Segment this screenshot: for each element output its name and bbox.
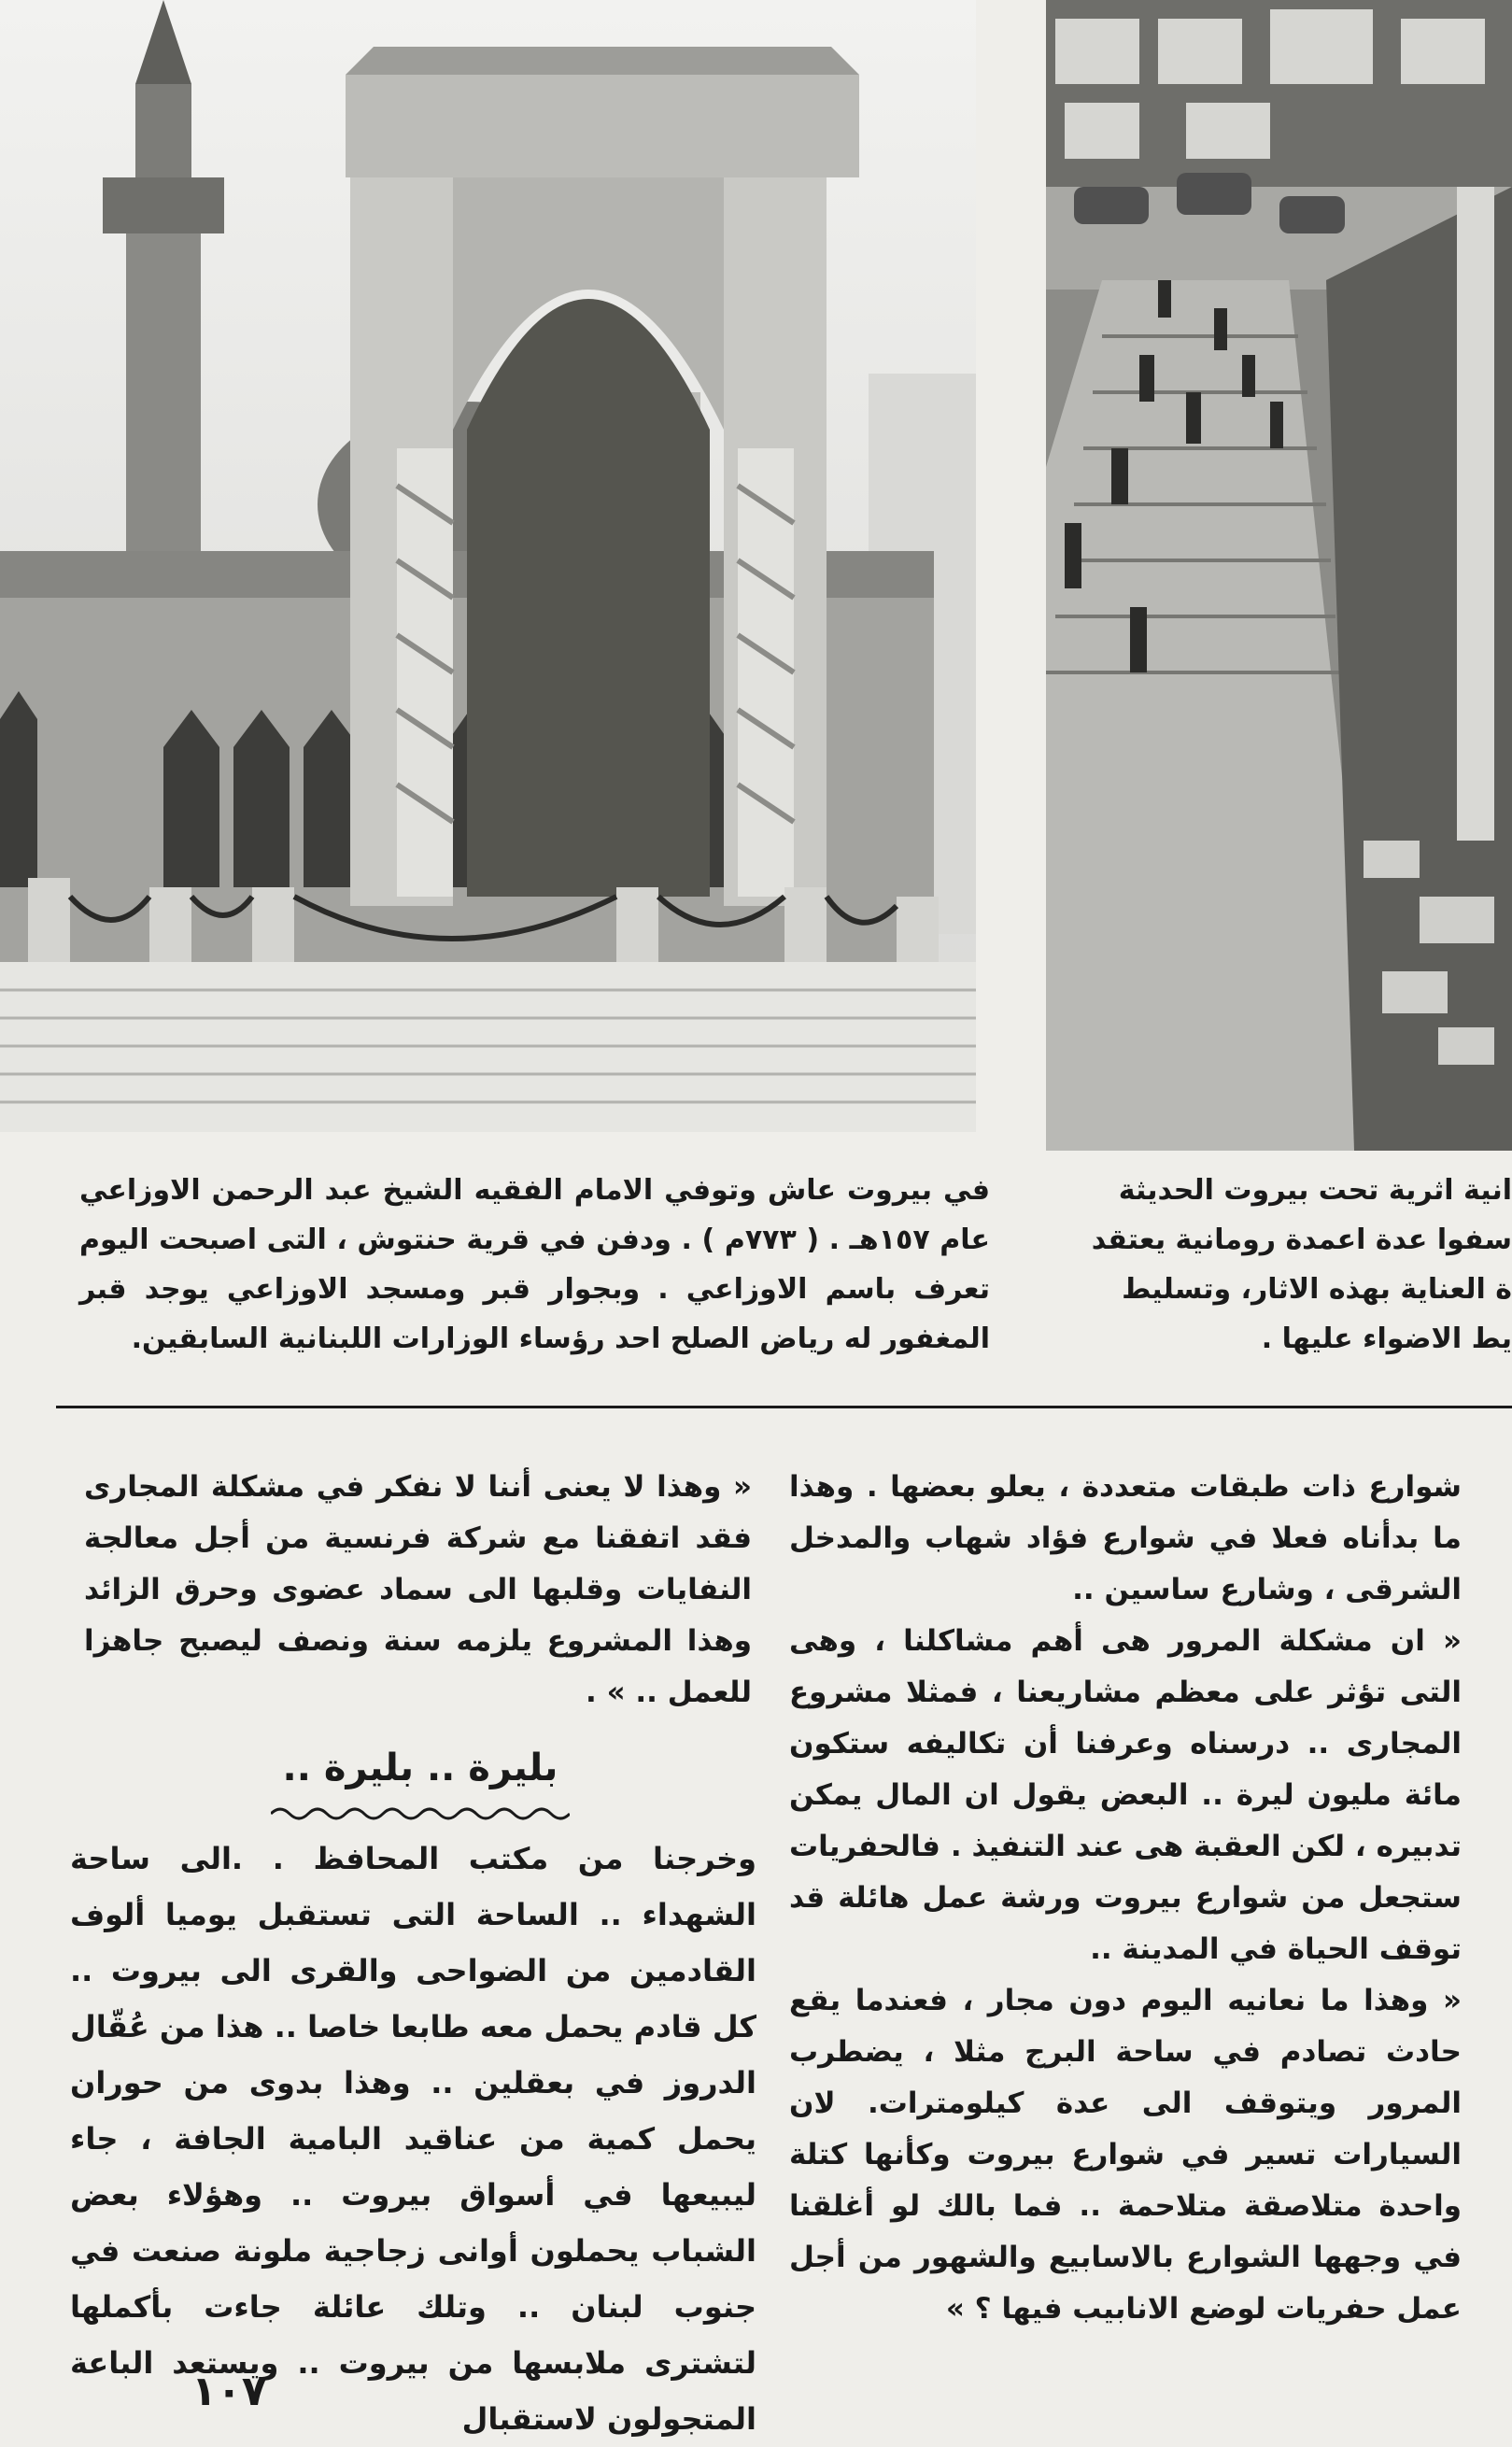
stairs-caption-line: ة العناية بهذه الاثار، وتسليط (1122, 1273, 1512, 1306)
stairs-photo-image (1046, 0, 1512, 1151)
article-paragraph: شوارع ذات طبقات متعددة ، يعلو بعضها . وهذا ما بدأناه فعلا في شوارع فؤاد شهاب والمدخل الشرقى ، وشارع ساسين .. (789, 1470, 1462, 1606)
stairs-caption-line: سفوا عدة اعمدة رومانية يعتقد (1091, 1224, 1512, 1256)
mosque-photo-image (0, 0, 976, 1132)
article-paragraph: « وهذا لا يعنى أننا لا نفكر في مشكلة المجارى فقد اتفقنا مع شركة فرنسية من أجل معالجة النفايات وقلبها الى سماد عضوى وحرق الزائد وهذا المشروع يلزمه سنة ونصف ليصبح جاهزا للعمل .. » . (84, 1470, 752, 1709)
mosque-photo-caption: في بيروت عاش وتوفي الامام الفقيه الشيخ عبد الرحمن الاوزاعي عام ١٥٧هـ . ( ٧٧٣م ) . ودفن في قرية حنتوش ، التى اصبحت اليوم تعرف باسم الاوزاعي . وبجوار قبر ومسجد الاوزاعي يوجد قبر المغفور له رياض الصلح احد رؤساء الوزارات اللبنانية السابقين. (79, 1174, 990, 1355)
mosque-photo (0, 0, 976, 1132)
article-left-column-top (84, 1462, 752, 1719)
article-left-column-bottom: وخرجنا من مكتب المحافظ . .الى ساحة الشهداء .. الساحة التى تستقبل يوميا ألوف القادمين من الضواحى والقرى الى بيروت .. كل قادم يحمل معه طابعا خاصا .. هذا من عُقّال الدروز في بعقلين .. وهذا بدوى من حوران يحمل كمية من عناقيد البامية الجافة ، جاء ليبيعها في أسواق بيروت .. وهؤلاء بعض الشباب يحملون أوانى زجاجية ملونة صنعت في جنوب لبنان .. وتلك عائلة جاءت بأكملها لتشترى ملابسها من بيروت .. ويستعد الباعة المتجولون لاستقبال (70, 1841, 756, 2437)
section-heading: بليرة .. بليرة .. (282, 1747, 558, 1789)
stairs-photo-caption (1065, 1166, 1512, 1364)
stairs-caption-line: يط الاضواء عليها . (1261, 1323, 1512, 1355)
stairs-caption-line: انية اثرية تحت بيروت الحديثة (1118, 1174, 1512, 1207)
article-paragraph: « ان مشكلة المرور هى أهم مشاكلنا ، وهى التى تؤثر على معظم مشاريعنا ، فمثلا مشروع المجارى .. درسناه وعرفنا أن تكاليفه ستكون مائة مليون ليرة .. البعض يقول ان المال يمكن تدبيره ، لكن العقبة هى عند التنفيذ . فالحفريات ستجعل من شوارع بيروت ورشة عمل هائلة قد توقف الحياة في المدينة .. (789, 1624, 1462, 1966)
article-right-column (789, 1462, 1462, 2335)
page-number: ١٠٧ (191, 2368, 267, 2415)
section-divider (56, 1406, 1512, 1408)
heading-wavy-underline (271, 1803, 570, 1825)
stairs-ruins-photo (1046, 0, 1512, 1151)
article-paragraph: « وهذا ما نعانيه اليوم دون مجار ، فعندما يقع حادث تصادم في ساحة البرج مثلا ، يضطرب المرور ويتوقف الى عدة كيلومترات. لان السيارات تسير في شوارع بيروت وكأنها كتلة واحدة متلاصقة متلاحمة .. فما بالك لو أغلقنا في وجهها الشوارع بالاسابيع والشهور من أجل عمل حفريات لوضع الانابيب فيها ؟ » (789, 1984, 1462, 2326)
